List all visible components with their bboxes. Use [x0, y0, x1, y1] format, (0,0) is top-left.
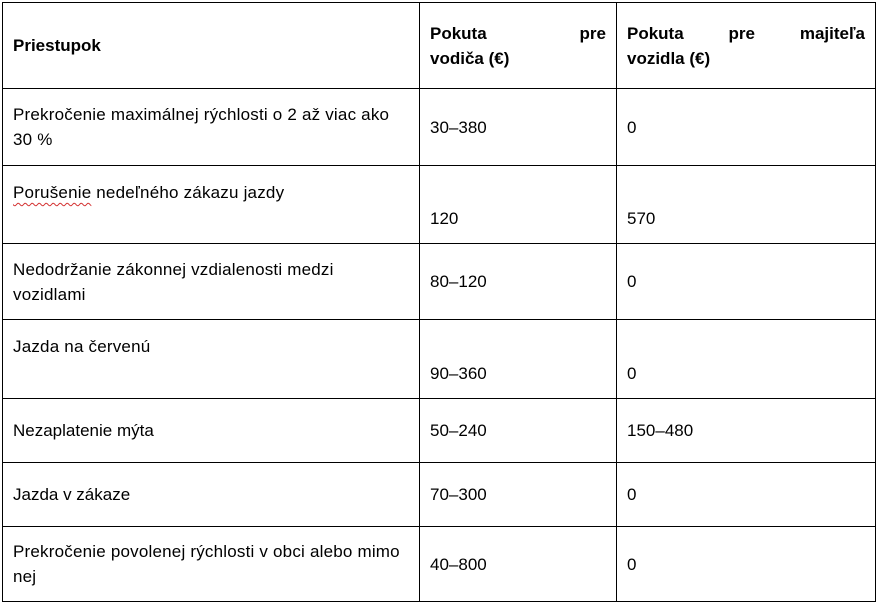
header-driver-line1: [430, 21, 606, 46]
header-owner-word3: majiteľa: [799, 23, 865, 43]
offense-cell: Prekročenie povolenej rýchlosti v obci alebo mimo nej: [3, 527, 420, 602]
header-cell-driver-fine: [420, 3, 617, 89]
owner-fine-cell: 150–480: [617, 399, 876, 463]
header-owner-line1: [627, 21, 865, 46]
header-cell-owner-fine: [617, 3, 876, 89]
driver-fine-cell: 120: [420, 166, 617, 244]
owner-fine-cell: 570: [617, 166, 876, 244]
header-owner-word2: pre: [728, 23, 755, 43]
owner-fine-cell: 0: [617, 320, 876, 399]
driver-fine-cell: 80–120: [420, 244, 617, 320]
table-row: [3, 463, 876, 527]
offense-cell: Jazda na červenú: [3, 320, 420, 399]
offense-cell: [3, 166, 420, 244]
offense-cell: Nezaplatenie mýta: [3, 399, 420, 463]
offense-cell: Nedodržanie zákonnej vzdialenosti medzi vozidlami: [3, 244, 420, 320]
header-driver-line2: vodiča (€): [430, 48, 510, 68]
header-owner-word1: Pokuta: [627, 23, 684, 43]
table-header-row: [3, 3, 876, 89]
header-offense-label: Priestupok: [13, 36, 101, 55]
header-driver-word1: Pokuta: [430, 23, 487, 43]
header-driver-word2: pre: [579, 23, 606, 43]
table-row: [3, 399, 876, 463]
driver-fine-cell: 90–360: [420, 320, 617, 399]
owner-fine-cell: 0: [617, 89, 876, 166]
header-owner-line2: vozidla (€): [627, 48, 711, 68]
driver-fine-cell: 40–800: [420, 527, 617, 602]
driver-fine-cell: 70–300: [420, 463, 617, 527]
header-cell-offense: [3, 3, 420, 89]
fines-table: [2, 2, 876, 602]
table-row: [3, 89, 876, 166]
offense-cell: Jazda v zákaze: [3, 463, 420, 527]
offense-text-rest: nedeľného zákazu jazdy: [91, 183, 285, 202]
owner-fine-cell: 0: [617, 527, 876, 602]
table-row: [3, 244, 876, 320]
table-row: [3, 527, 876, 602]
owner-fine-cell: 0: [617, 463, 876, 527]
driver-fine-cell: 50–240: [420, 399, 617, 463]
owner-fine-cell: 0: [617, 244, 876, 320]
table-row: [3, 166, 876, 244]
spellcheck-flagged-word: Porušenie: [13, 183, 92, 202]
table-row: [3, 320, 876, 399]
driver-fine-cell: 30–380: [420, 89, 617, 166]
offense-cell: Prekročenie maximálnej rýchlosti o 2 až viac ako 30 %: [3, 89, 420, 166]
